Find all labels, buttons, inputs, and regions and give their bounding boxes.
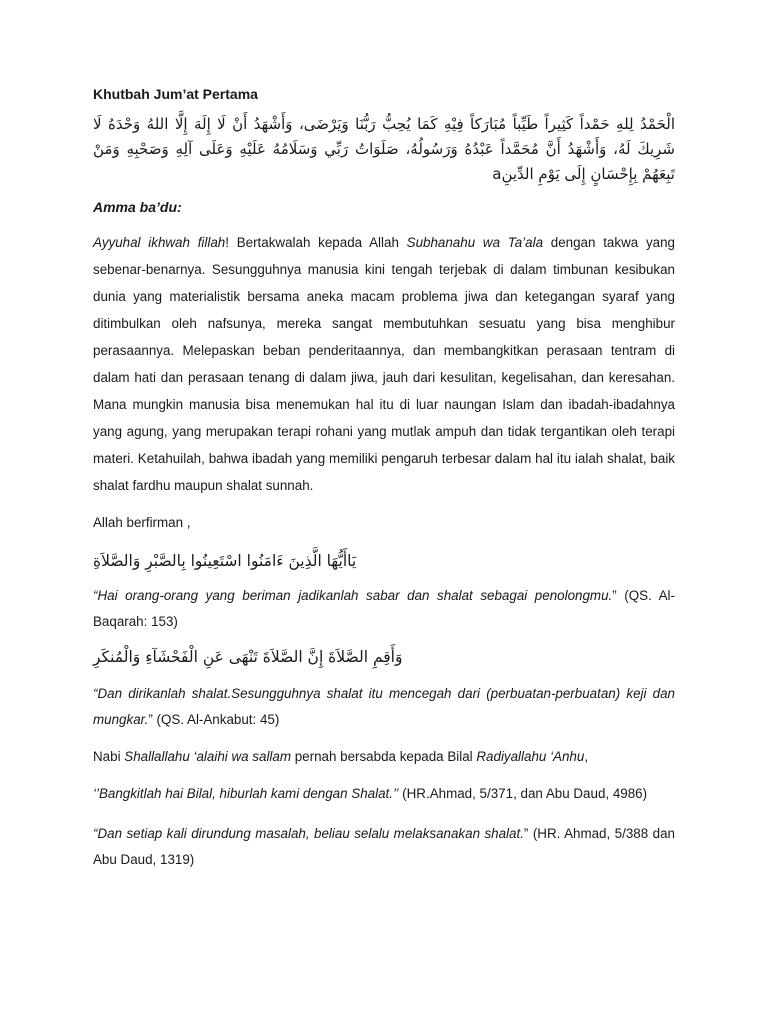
opening-arabic-praise	[93, 112, 675, 187]
verse1-reference: ” (QS. Al-Baqarah: 153)	[93, 588, 675, 629]
verse1-arabic: يَاأَيُّهَا الَّذِينَ ءَامَنُوا اسْتَعِينُوا بِالصَّبْرِ وَالصَّلاَةِ	[93, 552, 357, 570]
nabi-line-part: ,	[584, 749, 589, 764]
opening-arabic-text: الْحَمْدُ لِلهِ حَمْداً كَثِيراً طَيِّباً مُبَارَكاً فِيْهِ كَمَا يُحِبُّ رَبُّنَا وَيَرْضَى، وَأَشْهَدُ أَنْ لَا إِلَهَ إِلَّا اللهُ وَحْدَهُ لَا شَرِيكَ لَهُ، وَأَشْهَدُ أَنَّ مُحَمَّداً عَبْدُهُ وَرَسُولُهُ، صَلَوَاتُ رَبِّي وَسَلَامُهُ عَلَيْهِ وَعَلَى آلِهِ وَصَحْبِهِ وَمَنْ تَبِعَهُمْ بِإِحْسَانٍ إِلَى يَوْمِ الدِّينِ	[93, 115, 675, 183]
verse1-translation	[93, 583, 675, 635]
main-paragraph-greeting: Ayyuhal ikhwah fillah	[93, 235, 226, 250]
verse2-translation	[93, 681, 675, 733]
nabi-line-bilal-honorific: Radiyallahu ‘Anhu	[476, 749, 585, 764]
hadith2-reference: ” (HR. Ahmad, 5/388 dan Abu Daud, 1319)	[93, 826, 675, 867]
main-paragraph-honorific: Subhanahu wa Ta’ala	[406, 235, 544, 250]
allah-berfirman-line: Allah berfirman ,	[93, 515, 191, 530]
hadith1-text: ‘’Bangkitlah hai Bilal, hiburlah kami dengan Shalat.’’	[93, 786, 399, 801]
nabi-line-honorific: Shallallahu ‘alaihi wa sallam	[124, 749, 291, 764]
main-paragraph-part: dengan takwa yang sebenar-benarnya. Sesungguhnya manusia kini tengah terjebak di dalam timbunan kesibukan dunia yang materialistik bersama aneka macam problema jiwa dan ketegangan syaraf yang ditimbulkan oleh nafsunya, mereka sangat membutuhkan sesuatu yang bisa menghibur perasaannya. Melepaskan beban penderitaannya, dan membangkitkan perasaan tentram di dalam hati dan perasaan tenang di dalam jiwa, jauh dari kesulitan, kegelisahan, dan keresahan. Mana mungkin manusia bisa menemukan hal itu di luar naungan Islam dan ibadah-ibadahnya yang agung, yang merupakan terapi rohani yang mutlak ampuh dan tidak tergantikan oleh terapi materi. Ketahuilah, bahwa ibadah yang memiliki pengaruh terbesar dalam hal itu ialah shalat, baik shalat fardhu maupun shalat sunnah.	[93, 235, 675, 493]
hadith1-reference: (HR.Ahmad, 5/371, dan Abu Daud, 4986)	[398, 786, 648, 801]
document-page	[93, 84, 675, 873]
hadith1	[93, 781, 675, 807]
page-title: Khutbah Jum’at Pertama	[93, 86, 258, 102]
nabi-line-part: Nabi	[93, 749, 125, 764]
hadith2	[93, 821, 675, 873]
opening-arabic-suffix: a	[492, 165, 502, 183]
hadith2-text: “Dan setiap kali dirundung masalah, beliau selalu melaksanakan shalat.	[93, 826, 524, 841]
main-paragraph-part: ! Bertakwalah kepada Allah	[225, 235, 407, 250]
verse1-translation-text: “Hai orang-orang yang beriman jadikanlah sabar dan shalat sebagai penolongmu.	[93, 588, 613, 603]
amma-badu-heading: Amma ba’du:	[93, 199, 182, 215]
verse2-translation-text: “Dan dirikanlah shalat.Sesungguhnya shalat itu mencegah dari (perbuatan-perbuatan) keji dan mungkar.	[93, 686, 675, 727]
nabi-line-part: pernah bersabda kepada Bilal	[291, 749, 477, 764]
nabi-line	[93, 747, 675, 767]
verse2-reference: ” (QS. Al-Ankabut: 45)	[148, 712, 280, 727]
main-paragraph	[93, 229, 675, 499]
verse2-arabic: وَأَقِمِ الصَّلاَةَ إِنَّ الصَّلاَةَ تَنْهَى عَنِ الْفَحْشَآءِ وَالْمُنكَرِ	[93, 648, 403, 666]
